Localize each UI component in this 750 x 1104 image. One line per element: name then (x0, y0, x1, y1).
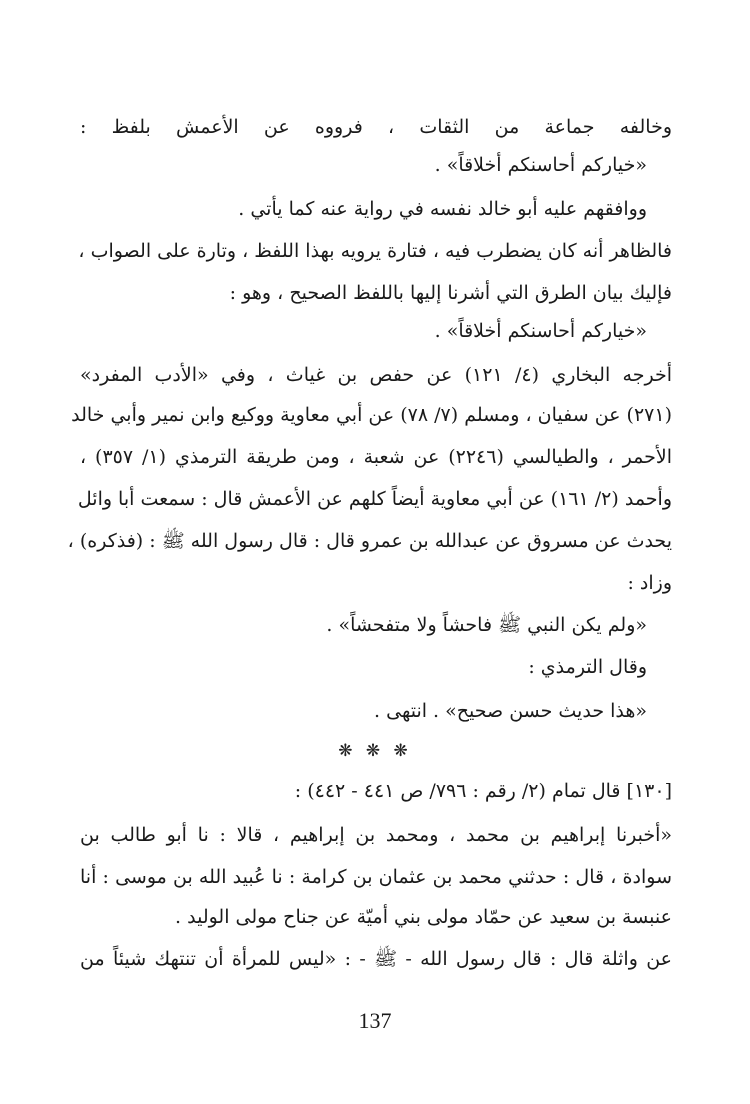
text-line-13: «ولم يكن النبي ﷺ فاحشاً ولا متفحشاً» . (326, 614, 647, 636)
text-line-7: أخرجه البخاري (٤/ ١٢١) عن حفص بن غياث ، وفي «الأدب المفرد» (80, 364, 672, 386)
text-line-10: وأحمد (٢/ ١٦١) عن أبي معاوية أيضاً كلهم عن الأعمش قال : سمعت أبا وائل (77, 488, 672, 510)
text-line-5: فإليك بيان الطرق التي أشرنا إليها باللفظ الصحيح ، وهو : (229, 282, 672, 304)
page-number: 137 (358, 1008, 392, 1033)
text-line-12: وزاد : (627, 572, 672, 594)
text-line-2: «خياركم أحاسنكم أخلاقاً» . (434, 154, 647, 176)
section-separator: ❋ ❋ ❋ (338, 741, 412, 761)
text-line-18: سوادة ، قال : حدثني محمد بن عثمان بن كرامة : نا عُبيد الله بن موسى : أنا (80, 866, 672, 888)
text-line-17: «أخبرنا إبراهيم بن محمد ، ومحمد بن إبراهيم ، قالا : نا أبو طالب بن (80, 824, 672, 846)
text-line-9: الأحمر ، والطيالسي (٢٢٤٦) عن شعبة ، ومن طريقة الترمذي (١/ ٣٥٧) ، (80, 446, 672, 468)
text-line-3: ووافقهم عليه أبو خالد نفسه في رواية عنه كما يأتي . (238, 198, 647, 220)
text-line-6: «خياركم أحاسنكم أخلاقاً» . (434, 320, 647, 342)
text-line-11: يحدث عن مسروق عن عبدالله بن عمرو قال : قال رسول الله ﷺ : (فذكره) ، (67, 530, 672, 552)
text-line-8: (٢٧١) عن سفيان ، ومسلم (٧/ ٧٨) عن أبي معاوية ووكيع وابن نمير وأبي خالد (71, 404, 672, 426)
text-line-14: وقال الترمذي : (528, 656, 647, 678)
text-line-19: عنبسة بن سعيد عن حمّاد مولى بني أميّة عن جناح مولى الوليد . (175, 906, 672, 928)
text-line-20: عن واثلة قال : قال رسول الله - ﷺ - : «ليس للمرأة أن تنتهك شيئاً من (80, 948, 672, 970)
text-line-1: وخالفه جماعة من الثقات ، فرووه عن الأعمش بلفظ : (80, 116, 672, 138)
text-line-15: «هذا حديث حسن صحيح» . انتهى . (374, 700, 647, 722)
text-line-16: [١٣٠] قال تمام (٢/ رقم : ٧٩٦/ ص ٤٤١ - ٤٤٢) : (294, 780, 672, 802)
text-line-4: فالظاهر أنه كان يضطرب فيه ، فتارة يرويه بهذا اللفظ ، وتارة على الصواب ، (78, 240, 672, 262)
